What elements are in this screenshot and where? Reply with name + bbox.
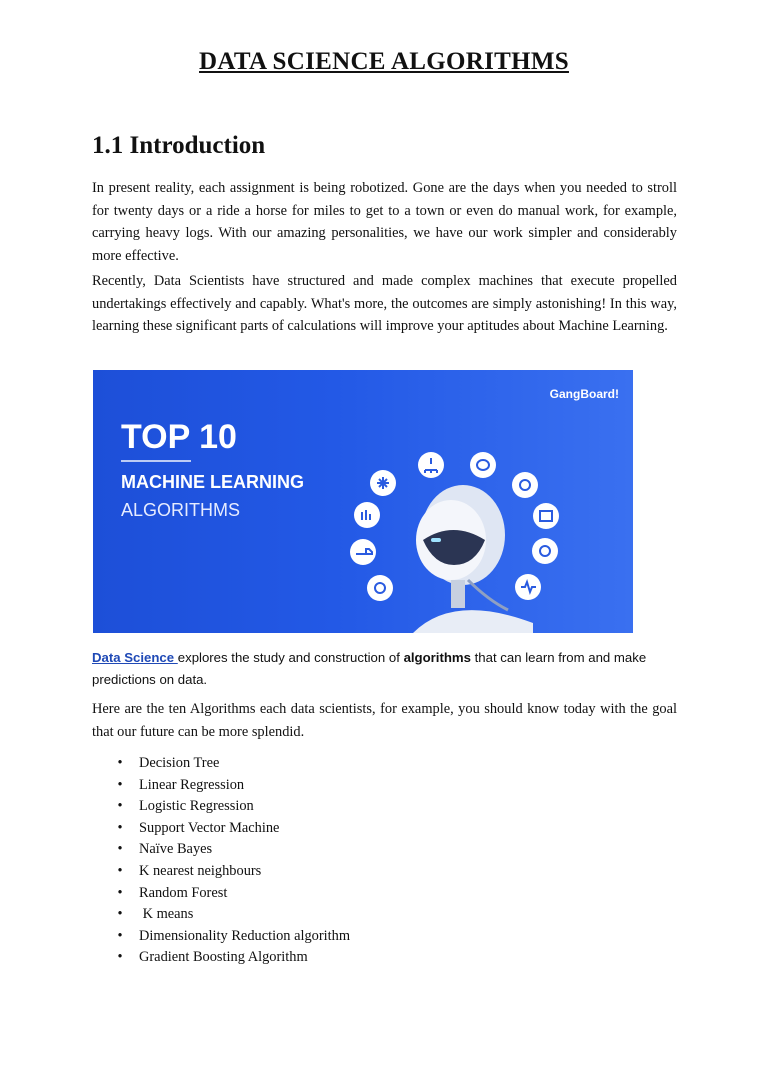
list-item-label: K nearest neighbours bbox=[139, 862, 262, 879]
list-item-label: Gradient Boosting Algorithm bbox=[139, 949, 308, 966]
ml-algorithms-banner-image bbox=[93, 370, 633, 633]
paragraph-3-text-a: explores the study and construction of bbox=[177, 650, 404, 665]
list-item bbox=[115, 861, 350, 883]
algorithms-intro-paragraph: Here are the ten Algorithms each data scientists, for example, you should know today with the goal that our future can be more splendid. bbox=[92, 701, 677, 740]
settings-icon bbox=[367, 575, 393, 601]
list-item-label: Logistic Regression bbox=[139, 798, 254, 815]
bullet-icon: • bbox=[117, 755, 123, 771]
banner-line-2: ALGORITHMS bbox=[121, 500, 241, 520]
banner-brand-logo: GangBoard! bbox=[549, 387, 619, 401]
robot-illustration bbox=[343, 430, 633, 633]
list-item-label: K means bbox=[139, 906, 194, 923]
bullet-icon: • bbox=[117, 776, 123, 793]
banner-top-text: TOP 10 bbox=[121, 418, 237, 456]
list-item-label: Support Vector Machine bbox=[139, 819, 280, 836]
bullet-icon: • bbox=[117, 798, 123, 815]
target-icon bbox=[532, 538, 558, 564]
bullet-icon: • bbox=[117, 841, 123, 858]
list-item-label: Decision Tree bbox=[139, 755, 220, 771]
document-title: DATA SCIENCE ALGORITHMS bbox=[199, 48, 569, 75]
list-item-label: Random Forest bbox=[139, 884, 228, 901]
list-item bbox=[115, 775, 350, 797]
list-item bbox=[115, 926, 350, 948]
list-item bbox=[115, 947, 350, 969]
list-item bbox=[115, 796, 350, 818]
list-item-label: Linear Regression bbox=[139, 776, 245, 793]
algorithms-bold-text: algorithms bbox=[403, 650, 471, 665]
section-heading: 1.1 Introduction bbox=[92, 132, 266, 159]
bullet-icon: • bbox=[117, 949, 123, 966]
bullet-icon: • bbox=[117, 927, 123, 944]
banner-line-1: MACHINE LEARNING bbox=[121, 472, 304, 492]
list-item-label: Dimensionality Reduction algorithm bbox=[139, 927, 351, 944]
banner-divider bbox=[121, 460, 191, 462]
algorithms-list bbox=[115, 753, 350, 969]
list-item bbox=[115, 818, 350, 840]
brain-icon bbox=[470, 452, 496, 478]
image-icon bbox=[533, 503, 559, 529]
list-item bbox=[115, 753, 350, 775]
paragraph-3-text-b: that can learn from and make predictions on data. bbox=[92, 650, 647, 687]
list-item-label: Naïve Bayes bbox=[139, 841, 213, 858]
hierarchy-icon bbox=[418, 452, 444, 478]
list-item bbox=[115, 904, 350, 926]
data-science-link[interactable]: Data Science bbox=[92, 650, 178, 665]
list-item bbox=[115, 883, 350, 905]
list-item bbox=[115, 839, 350, 861]
bullet-icon: • bbox=[117, 906, 123, 923]
bullet-icon: • bbox=[117, 862, 123, 879]
intro-paragraph-1: In present reality, each assignment is being robotized. Gone are the days when you needed to stroll for twenty days or a ride a horse for miles to get to a town or even do manual work, for example, carrying heavy logs. With our amazing personalities, we have our work simpler and considerably more effective. bbox=[92, 180, 677, 264]
gear-icon bbox=[512, 472, 538, 498]
bullet-icon: • bbox=[117, 819, 123, 836]
data-science-paragraph bbox=[92, 647, 677, 691]
bullet-icon: • bbox=[117, 884, 123, 901]
intro-paragraph-2: Recently, Data Scientists have structured and made complex machines that execute propelled undertakings effectively and capably. What's more, the outcomes are simply astonishing! In this way, learning these significant parts of calculations will improve your aptitudes about Machine Learning. bbox=[92, 273, 677, 334]
